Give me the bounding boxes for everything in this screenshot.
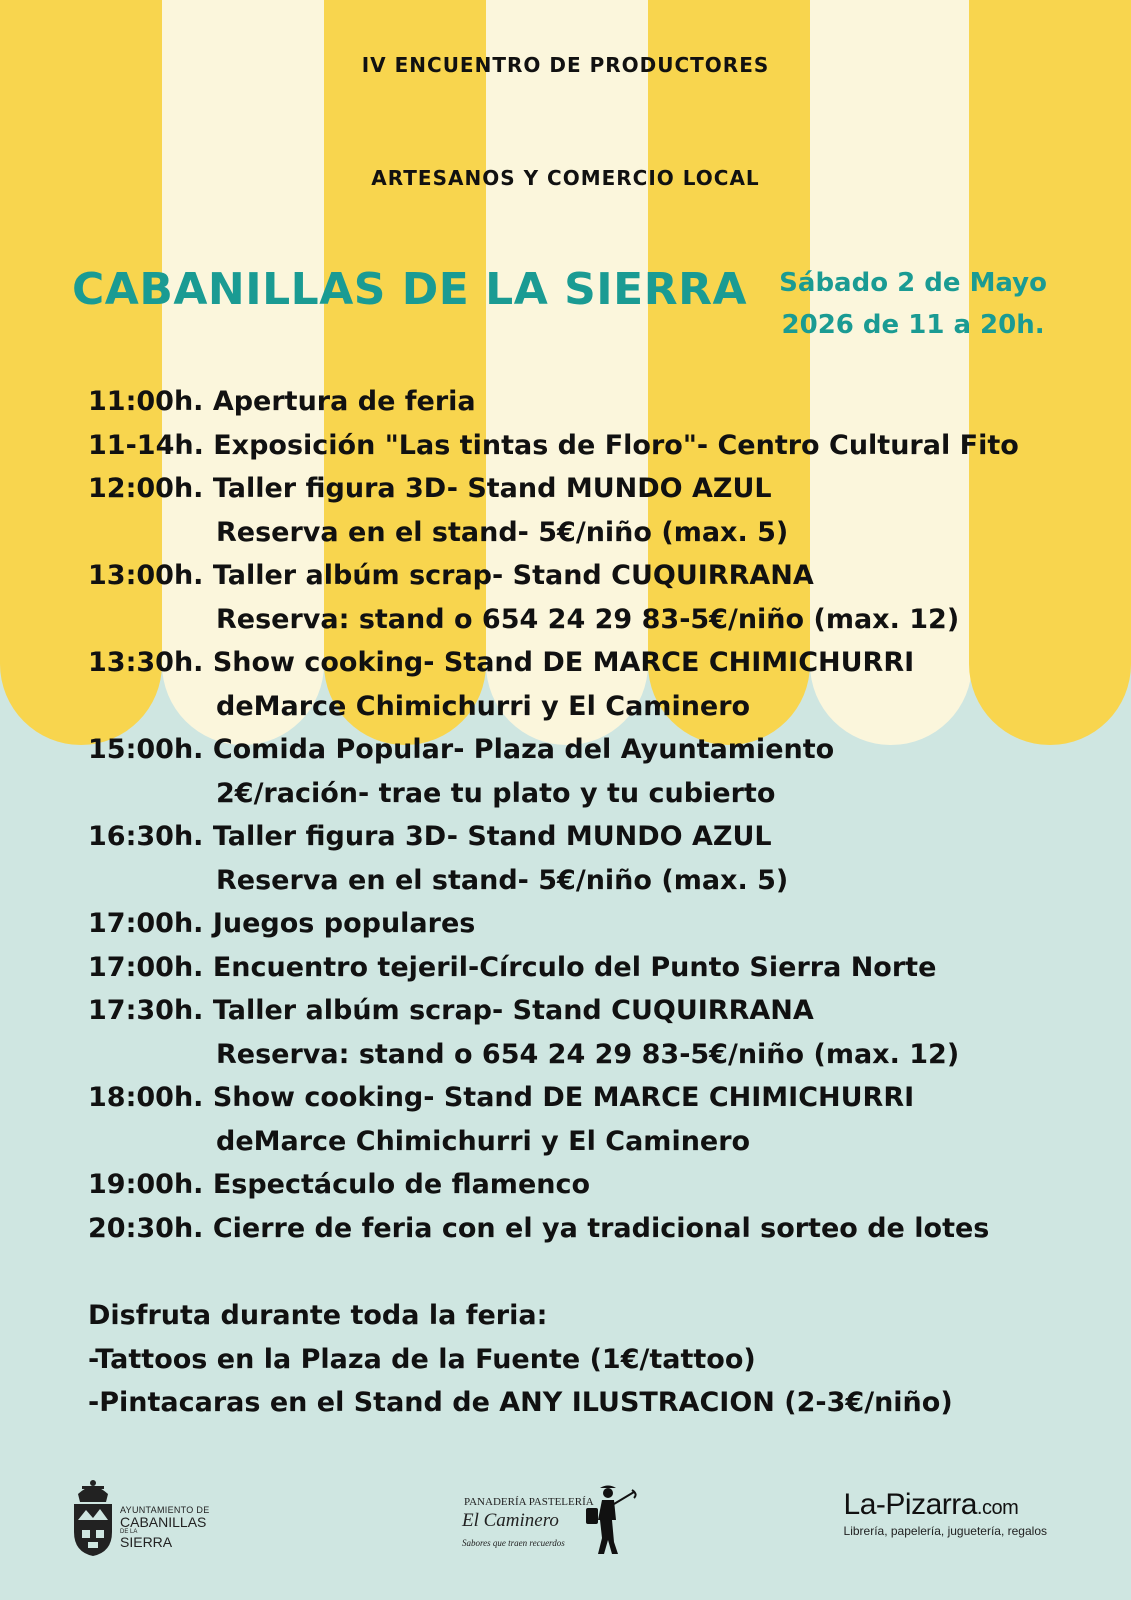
- schedule-item-main: 16:30h. Taller figura 3D- Stand MUNDO AZUL: [88, 821, 772, 852]
- schedule-item-main: 19:00h. Espectáculo de flamenco: [88, 1169, 591, 1200]
- pizarra-name: [844, 1488, 1047, 1522]
- poster-title-line2: ARTESANOS Y COMERCIO LOCAL: [371, 166, 760, 190]
- extras-item: -Tattoos en la Plaza de la Fuente (1€/tattoo): [88, 1343, 756, 1375]
- town-name: CABANILLAS DE LA SIERRA: [72, 264, 748, 315]
- ayuntamiento-line2: CABANILLAS: [120, 1514, 207, 1530]
- extras-item: -Pintacaras en el Stand de ANY ILUSTRACION (2-3€/niño): [88, 1387, 953, 1418]
- caminero-line3: Sabores que traen recuerdos: [462, 1538, 565, 1548]
- schedule-item-detail: Reserva: stand o 654 24 29 83-5€/niño (max. 12): [216, 1038, 960, 1070]
- schedule-item: [88, 554, 1088, 641]
- schedule-item: [88, 989, 1088, 1076]
- extras-heading: Disfruta durante toda la feria:: [88, 1300, 548, 1331]
- event-date-line1: Sábado 2 de Mayo: [779, 268, 1047, 298]
- schedule-item-main: 15:00h. Comida Popular- Plaza del Ayuntamiento: [88, 734, 835, 765]
- ayuntamiento-logo: [70, 1480, 230, 1565]
- schedule-item-main: 11-14h. Exposición "Las tintas de Floro"- Centro Cultural Fito: [88, 429, 1019, 461]
- pizarra-domain: .com: [976, 1497, 1019, 1519]
- el-caminero-logo: [460, 1484, 650, 1569]
- schedule-list: [88, 380, 1088, 1250]
- event-date-line2: 2026 de 11 a 20h.: [781, 310, 1045, 340]
- schedule-item-main: 17:00h. Encuentro tejeril-Círculo del Punto Sierra Norte: [88, 951, 937, 983]
- schedule-item-main: 13:30h. Show cooking- Stand DE MARCE CHIMICHURRI: [88, 647, 915, 678]
- schedule-item-main: 20:30h. Cierre de feria con el ya tradicional sorteo de lotes: [88, 1212, 990, 1244]
- schedule-item-detail: 2€/ración- trae tu plato y tu cubierto: [216, 777, 776, 809]
- caminero-line2: El Caminero: [462, 1510, 559, 1531]
- poster-title-line1: IV ENCUENTRO DE PRODUCTORES: [361, 53, 770, 77]
- ayuntamiento-line3: DE LA: [120, 1529, 138, 1535]
- schedule-item: [88, 902, 1088, 946]
- schedule-item-detail: Reserva en el stand- 5€/niño (max. 5): [216, 864, 789, 896]
- schedule-item-main: 18:00h. Show cooking- Stand DE MARCE CHIMICHURRI: [88, 1082, 915, 1113]
- event-date: [779, 262, 1047, 346]
- schedule-item-detail: deMarce Chimichurri y El Caminero: [216, 690, 751, 722]
- schedule-item-main: 17:00h. Juegos populares: [88, 908, 476, 939]
- schedule-item: [88, 1163, 1088, 1207]
- schedule-item-detail: Reserva en el stand- 5€/niño (max. 5): [216, 516, 789, 548]
- schedule-item: [88, 380, 1088, 424]
- ayuntamiento-line1: AYUNTAMIENTO DE: [120, 1505, 210, 1515]
- extras-section: [88, 1294, 1088, 1425]
- schedule-item-main: 11:00h. Apertura de feria: [88, 386, 476, 417]
- sponsors-footer: [0, 1470, 1131, 1580]
- schedule-item: [88, 424, 1088, 468]
- ayuntamiento-line4: SIERRA: [120, 1534, 173, 1550]
- la-pizarra-logo: [844, 1488, 1047, 1538]
- coat-of-arms-icon: [70, 1480, 116, 1558]
- schedule-item-main: 12:00h. Taller figura 3D- Stand MUNDO AZUL: [88, 473, 772, 504]
- schedule-item: [88, 641, 1088, 728]
- schedule-item-detail: deMarce Chimichurri y El Caminero: [216, 1125, 751, 1157]
- schedule-item: [88, 728, 1088, 815]
- pizarra-name-text: La-Pizarra: [843, 1488, 977, 1521]
- schedule-item: [88, 467, 1088, 554]
- schedule-item: [88, 815, 1088, 902]
- schedule-item: [88, 1207, 1088, 1251]
- walker-silhouette-icon: [578, 1484, 642, 1556]
- pizarra-tagline: Librería, papelería, juguetería, regalos: [843, 1524, 1047, 1538]
- caminero-line1: PANADERÍA PASTELERÍA: [464, 1496, 594, 1508]
- schedule-item-main: 13:00h. Taller albúm scrap- Stand CUQUIRRANA: [88, 560, 814, 591]
- schedule-item: [88, 946, 1088, 990]
- schedule-item-detail: Reserva: stand o 654 24 29 83-5€/niño (max. 12): [216, 603, 960, 635]
- schedule-item-main: 17:30h. Taller albúm scrap- Stand CUQUIRRANA: [88, 995, 814, 1026]
- schedule-item: [88, 1076, 1088, 1163]
